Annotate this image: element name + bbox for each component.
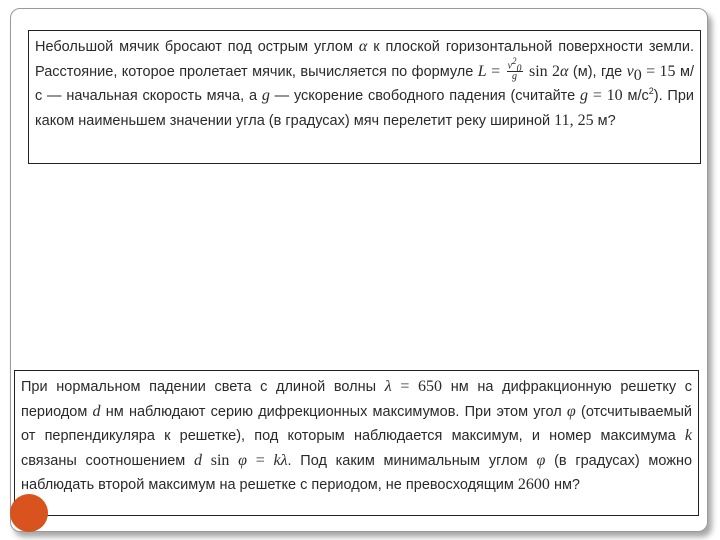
math-eq: = <box>491 62 501 80</box>
problem-1-box <box>28 30 701 164</box>
math-d: d <box>194 451 203 469</box>
math-L: L <box>477 62 487 80</box>
text: м? <box>597 112 616 129</box>
math-v: v <box>507 60 513 72</box>
math-g: g <box>512 71 518 83</box>
math-sup: 2 <box>648 86 654 97</box>
text: м/с <box>627 88 649 104</box>
math-value: = 10 <box>592 87 623 104</box>
math-d: d <box>92 402 101 420</box>
text: м/с — начальная скорость мяча, а <box>35 63 694 104</box>
math-g: g <box>580 87 589 104</box>
slide-number-badge <box>10 494 48 532</box>
text: ). При каком наименьшем значении угла (в градусах) мяч перелетит реку шириной <box>35 88 695 129</box>
math-sub: 0 <box>633 66 642 84</box>
math-alpha: α <box>358 38 368 55</box>
problem-2-box <box>14 370 699 516</box>
text: (в градусах) можно наблюдать второй максимум на решетке с периодом, не превосходящим <box>21 452 693 493</box>
math-phi: φ <box>536 451 546 469</box>
math-value: = 650 <box>400 378 443 395</box>
math-alpha: α <box>560 62 569 80</box>
math-sup: 2 <box>512 56 517 66</box>
math-lambda: λ <box>384 378 392 395</box>
math-g: g <box>261 87 270 104</box>
text: При нормальном падении света с длиной волны <box>21 379 377 395</box>
text: (м), где <box>572 63 623 80</box>
text: — ускорение свободного падения (считайте <box>274 88 576 104</box>
text: нм на дифракционную решетку с периодом <box>21 379 693 420</box>
text: к плоской горизонтальной поверхности земли. Расстояние, которое пролетает мячик, вычисляется по формуле <box>35 39 694 80</box>
math-k: k <box>684 427 692 444</box>
text: Небольшой мячик бросают под острым углом <box>35 39 353 55</box>
text: . Под каким минимальным углом <box>287 452 528 469</box>
text: (отсчитываемый от перпендикуляра к решетке), под которым наблюдается максимум, и номер максимума <box>21 403 692 444</box>
math-eq: = <box>255 451 265 469</box>
math-k-lambda: kλ <box>273 451 288 469</box>
math-v: v <box>626 62 634 80</box>
math-value: = 15 <box>646 62 676 80</box>
text: связаны соотношением <box>21 452 186 469</box>
math-value: 11, 25 <box>554 111 594 129</box>
math-sin: sin <box>210 451 230 469</box>
math-sub: 0 <box>516 63 522 75</box>
math-phi: φ <box>238 451 248 469</box>
text: нм наблюдают серию дифрекционных максимумов. При этом угол <box>105 403 562 420</box>
math-phi: φ <box>566 402 576 420</box>
text: нм? <box>553 477 580 493</box>
math-value: 2600 <box>517 476 550 493</box>
math-sin: sin 2 <box>528 62 561 80</box>
formula-fraction <box>507 56 523 83</box>
